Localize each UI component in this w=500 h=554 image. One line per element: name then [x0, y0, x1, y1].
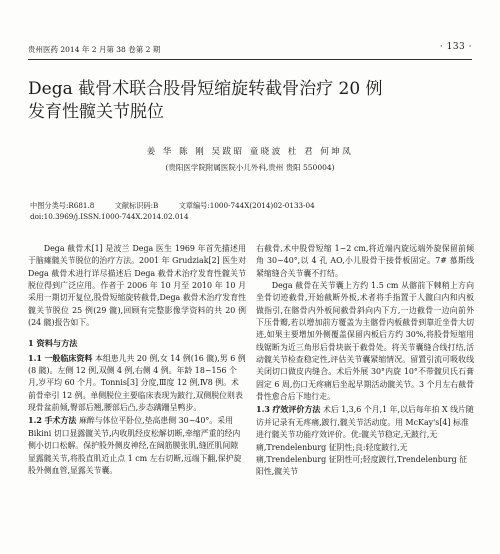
paragraph-text: 麻醉与体位平卧位,垫高患侧 30~40°。采用 Bikini 切口显露髋关节,内收肌经皮松解切断,牵缩严重的经内侧小切口松解。保护股外侧皮神经,在阔筋膜张肌,缝匠肌间隙显露髋关节,将股直肌近止点 1 cm 左右切断,远端下翻,保护旋股外侧血管,显露关节囊。 — [28, 416, 242, 475]
section-heading: 1 资料与方法 — [28, 338, 78, 349]
doi-line: doi:10.3969/j.ISSN.1000-744X.2014.02.014 — [30, 212, 189, 221]
title-line-1: Dega 截骨术联合股骨短缩旋转截骨治疗 20 例 — [28, 79, 383, 99]
subsection-number: 1.2 — [28, 415, 42, 426]
paragraph-continued: 右截骨,术中股骨短缩 1~2 cm,将近端内旋远端外旋保留前倾角 30~40°,以 4 孔 AO,小儿股骨干接骨板固定。7# 慕斯线紧缩缝合关节囊不打结。 — [256, 244, 474, 278]
right-column — [256, 243, 474, 479]
paragraph-dega: Dega 截骨在关节囊上方约 1.5 cm 从髂前下棘稍上方向坐骨切迹截骨,开始截断外板,术者将手指置于人髋臼内和内板做指引,在髂骨内外板间截骨斜向内下方,一边截骨一边向前外下压骨瓣,若以增加前方覆盖为主髂骨内板截骨到靠近坐骨大切迹,如果主要增加外侧覆盖保留内板后方约 30%,将股骨短缩用线锯断为近三角形后骨块嵌于截骨处。将关节囊缝合线打结,活动髋关节检查稳定性,评估关节囊紧缩情况。留置引流可吸收线关闭切口做皮内缝合。术后外展 30°内旋 10°不带髋贝氏石膏固定 6 周,伤口无疼痛后坐起早期活动髋关节。3 个月左右截骨骨性愈合后下地行走。 — [256, 281, 474, 402]
article-title — [28, 78, 478, 124]
journal-info: 贵州医药 2014 年 2 月第 38 卷第 2 期 — [28, 45, 161, 54]
title-line-2: 发育性髋关节脱位 — [28, 102, 164, 122]
classification-line — [30, 200, 333, 211]
article-metadata — [30, 200, 333, 222]
paragraph-text: 本组患儿共 20 例,女 14 例(16 髋),男 6 例(8 髋)。左侧 12 例,双侧 4 例,右侧 4 例。年龄 18~156 个月,岁平均 60 个月。Tonnis[3] 分度,Ⅲ度 12 例,Ⅳ8 例。术前骨牵引 12 例。单侧脱位主要临床表现为跛行,双侧脱位则表现骨盆前倾,臀部后翘,腰部后凸,步态蹒跚呈鸭步。 — [28, 353, 246, 413]
header-rule — [28, 59, 472, 60]
left-column — [28, 243, 246, 477]
paragraph-text: 术后 1,3,6 个月,1 年,以后每年拍 X 线片随访并记录有无疼痛,跛行,髋关节活动度。用 McKay's[4] 标准进行髋关节功能疗效评价。优:髋关节稳定,无跛行,无痛,Trendelenburg 征阴性;良:轻度跛行,无痛,Trendelenburg 征阴性可;轻度跛行,Trendelenburg 征阳性,髋关节 — [256, 405, 474, 477]
affiliation: (贵阳医学院附属医院小儿外科,贵州 贵阳 550004) — [165, 163, 335, 172]
subsection-title: 手术方法 — [44, 415, 77, 426]
running-header — [28, 44, 472, 58]
document-code: 文献标识码:B — [114, 201, 159, 210]
clc-number: 中图分类号:R681.8 — [30, 201, 95, 210]
article-number: 文章编号:1000-744X(2014)02-0133-04 — [178, 201, 315, 210]
subsection-title: 疗效评价方法 — [272, 404, 321, 415]
subsection-number: 1.3 — [256, 404, 270, 415]
intro-paragraph: Dega 截骨术[1] 是波兰 Dega 医生 1969 年首先描述用于脑瘫髋关节脱位的治疗方法。2001 年 Grudziak[2] 医生对 Dega 截骨术进行详尽描述后 Dega 截骨术治疗发育性髋关节脱位得到广泛应用。作者于 2006 年 10 月至 2010 年 10 月采用一期切开复位,股骨短缩旋转截骨,Dega 截骨术治疗发育性髋关节脱位 25 例(29 髋),回顾有完整影像学资料的共 20 例(24 髋)报告如下。 — [28, 244, 246, 328]
subsection-title: 一般临床资料 — [44, 352, 93, 363]
subsection-number: 1.1 — [28, 352, 42, 363]
page-number: · 133 · — [439, 42, 472, 52]
authors: 姜 华 陈 刚 吴跋昭 童晓波 杜 君 何坤凤 — [146, 147, 354, 157]
